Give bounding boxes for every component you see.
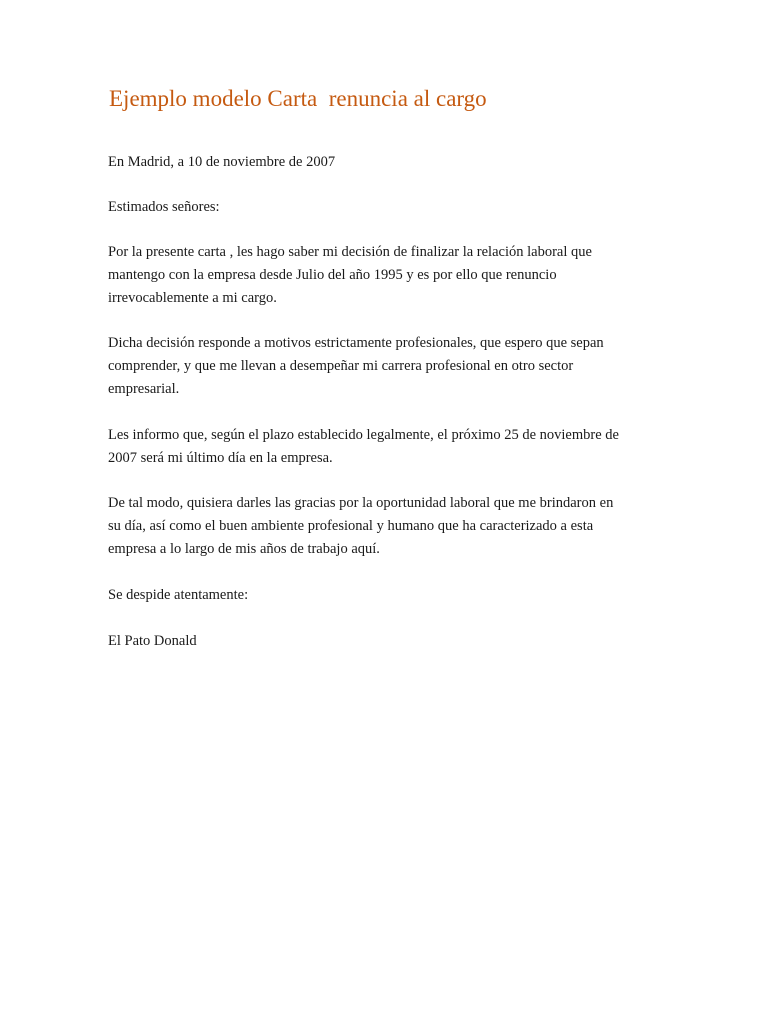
paragraph-1	[108, 241, 668, 310]
paragraph-line: comprender, y que me llevan a desempeñar mi carrera profesional en otro sector	[108, 358, 574, 374]
closing: Se despide atentamente:	[108, 587, 249, 603]
paragraph-line: empresa a lo largo de mis años de trabajo aquí.	[108, 541, 380, 557]
paragraph-line: De tal modo, quisiera darles las gracias por la oportunidad laboral que me brindaron en	[108, 495, 614, 511]
paragraph-line: Les informo que, según el plazo establecido legalmente, el próximo 25 de noviembre de	[108, 427, 619, 443]
signature: El Pato Donald	[108, 633, 197, 649]
paragraph-line: Dicha decisión responde a motivos estrictamente profesionales, que espero que sepan	[108, 335, 604, 351]
paragraph-3	[108, 424, 668, 470]
paragraph-line: su día, así como el buen ambiente profesional y humano que ha caracterizado a esta	[108, 518, 594, 534]
paragraph-line: 2007 será mi último día en la empresa.	[108, 450, 333, 466]
greeting: Estimados señores:	[108, 199, 220, 215]
paragraph-line: irrevocablemente a mi cargo.	[108, 290, 277, 306]
paragraph-2	[108, 332, 668, 401]
paragraph-line: Por la presente carta , les hago saber mi decisión de finalizar la relación laboral que	[108, 244, 592, 260]
paragraph-line: empresarial.	[108, 381, 180, 397]
document-title: Ejemplo modelo Carta renuncia al cargo	[109, 86, 487, 111]
paragraph-line: mantengo con la empresa desde Julio del año 1995 y es por ello que renuncio	[108, 267, 557, 283]
paragraph-4	[108, 492, 668, 561]
date-line: En Madrid, a 10 de noviembre de 2007	[108, 154, 336, 170]
